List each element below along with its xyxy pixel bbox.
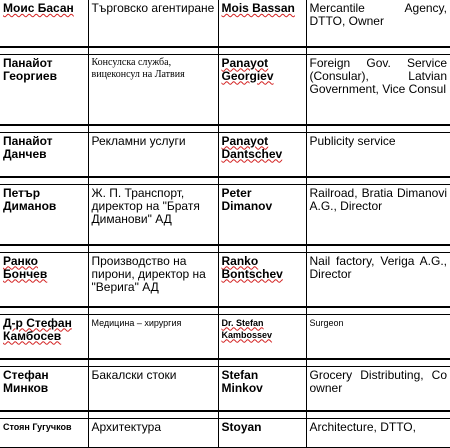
en-name-cell: [218, 252, 306, 314]
bg-name-cell: [0, 0, 88, 54]
bg-occupation-cell: [88, 314, 218, 366]
bg-occupation: Консулска служба, вицеконсул на Латвия: [89, 55, 218, 81]
bg-occupation-cell: [88, 366, 218, 418]
table-row: [0, 184, 450, 252]
bg-occupation: Търговско агентиране: [89, 0, 218, 15]
bg-occupation: Ж. П. Транспорт, директор на "Братя Диманови" АД: [89, 185, 218, 226]
en-name-cell: [218, 184, 306, 252]
table-row: [0, 0, 450, 54]
table-row: [0, 314, 450, 366]
bg-occupation-cell: [88, 418, 218, 447]
en-occupation: Railroad, Bratia Dimanovi A.G., Director: [307, 185, 450, 213]
en-name-cell: [218, 54, 306, 132]
en-name-cell: [218, 366, 306, 418]
bg-name-cell: [0, 132, 88, 184]
en-occupation: Architecture, DTTO,: [307, 419, 450, 434]
bg-occupation: Производство на пирони, директор на "Верига" АД: [89, 253, 218, 294]
en-occupation-cell: [306, 314, 450, 366]
bg-occupation-cell: [88, 132, 218, 184]
bg-name-cell: [0, 418, 88, 447]
en-occupation-cell: [306, 0, 450, 54]
en-occupation: Nail factory, Veriga A.G., Director: [307, 253, 450, 281]
bg-name: Д-р Стефан Камбосев: [0, 315, 88, 343]
en-name: Stoyan: [219, 419, 306, 434]
en-name-cell: [218, 132, 306, 184]
en-name: Panayot Dantschev: [219, 133, 306, 161]
bg-occupation-cell: [88, 252, 218, 314]
en-name: Panayot Georgiev: [219, 55, 306, 83]
bg-name: Панайот Георгиев: [0, 55, 88, 83]
en-occupation-cell: [306, 252, 450, 314]
en-occupation-cell: [306, 366, 450, 418]
en-name-cell: [218, 0, 306, 54]
bg-occupation-cell: [88, 54, 218, 132]
en-occupation-cell: [306, 132, 450, 184]
bg-name-cell: [0, 366, 88, 418]
bg-name-cell: [0, 314, 88, 366]
en-occupation: Mercantile Agency, DTTO, Owner: [307, 0, 450, 28]
en-name: Ranko Bontschev: [219, 253, 306, 281]
bg-name: Петър Диманов: [0, 185, 88, 213]
en-name: Peter Dimanov: [219, 185, 306, 213]
bg-name-cell: [0, 184, 88, 252]
bg-occupation: Медицина – хирургия: [89, 315, 218, 329]
bg-occupation: Архитектура: [89, 419, 218, 434]
bg-name: Ранко Бончев: [0, 253, 88, 281]
table-row: [0, 54, 450, 132]
bg-name: Панайот Данчев: [0, 133, 88, 161]
bg-occupation-cell: [88, 0, 218, 54]
en-occupation: Foreign Gov. Service (Consular), Latvian Government, Vice Consul: [307, 55, 450, 96]
bg-occupation: Рекламни услуги: [89, 133, 218, 148]
en-name-cell: [218, 418, 306, 447]
en-occupation: Grocery Distributing, Co owner: [307, 367, 450, 395]
bg-occupation: Бакалски стоки: [89, 367, 218, 382]
bg-name-cell: [0, 54, 88, 132]
en-occupation-cell: [306, 54, 450, 132]
bg-name-cell: [0, 252, 88, 314]
en-name: Mois Bassan: [219, 0, 306, 15]
en-occupation: Publicity service: [307, 133, 450, 148]
en-name: Dr. Stefan Kambossev: [219, 315, 306, 341]
bg-name: Стоян Гугучков: [0, 419, 88, 433]
en-occupation-cell: [306, 184, 450, 252]
bg-name: Стефан Минков: [0, 367, 88, 395]
en-occupation-cell: [306, 418, 450, 447]
bg-name: Моис Басан: [0, 0, 88, 15]
en-name: Stefan Minkov: [219, 367, 306, 395]
table-row: [0, 366, 450, 418]
en-occupation: Surgeon: [307, 315, 450, 329]
bg-occupation-cell: [88, 184, 218, 252]
table-row: [0, 132, 450, 184]
table-row: [0, 252, 450, 314]
en-name-cell: [218, 314, 306, 366]
table-row: [0, 418, 450, 447]
